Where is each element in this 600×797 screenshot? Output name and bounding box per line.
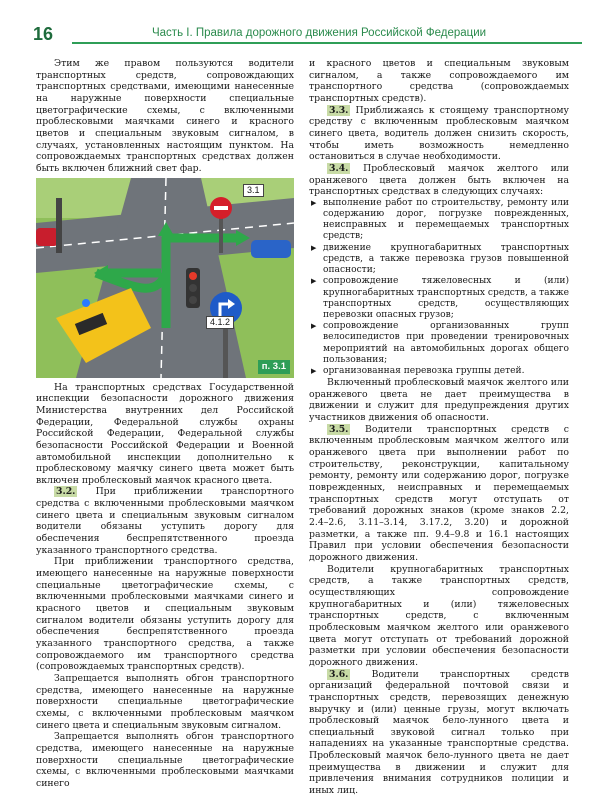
paragraph-no-priority: Включенный проблесковый маячок желтого или оранжевого цвета не дает преимущества в движении и служит для предупреждения других участников движения об опасности. [309,377,569,424]
bullet-icon: ▶ [311,322,317,331]
list-item: ▶ организованная перевозка группы детей. [311,365,525,376]
paragraph-no-overtake-2: Запрещается выполнять обгон транспортного средства, имеющего нанесенные на наружные поверхности специальные цветографические схемы, с включенными проблесковыми маячками синего [36,731,294,789]
header-rule [72,42,582,44]
section-number: 3.2. [56,486,76,498]
section-3-4: 3.4. Проблесковый маячок желтого или оранжевого цвета должен быть включен на транспортных средствах в следующих случаях: [309,162,569,198]
case-list [309,198,569,377]
section-number: 3.3. [329,104,349,116]
section-number: 3.4. [329,162,349,174]
page-header [0,0,600,50]
section-3-5: 3.5. Водители транспортных средств с включенным проблесковым маячком желтого или оранжевого цвета при выполнении работ по строительству, реконструкции, капитальному ремонту, ремонту или содержанию дорог, погрузке поврежденных, неисправных и перемещаемых транспортных средств могут отступать от требований дорожных знаков (кроме знаков 2.2, 2.4–2.6, 3.11–3.14, 3.17.2, 3.20) и дорожной разметки, а также пп. 9.4–9.8 и 16.1 настоящих Правил при условии обеспечения безопасности дорожного движения. [309,423,569,563]
paragraph-escort-rights: Этим же правом пользуются водители транспортных средств, сопровождающих транспортных средствами, имеющими нанесенные на наружные поверхности специальные цветографические схемы, с включенными проблесковыми маячками синего и красного цветов и специальным звуковым сигналом, в случаях, установленных настоящим пунктом. На сопровождаемых транспортных средствах должен быть включен ближний свет фар. [36,58,294,174]
paragraph-continuation: и красного цветов и специальным звуковым сигналом, а также сопровождаемого им транспортного средства (сопровождаемых транспортных средств). [309,58,569,104]
list-item: ▶ сопровождение организованных групп велосипедистов при проведении тренировочных мероприятий на автомобильных дорогах общего пользования; [311,321,569,365]
bullet-icon: ▶ [311,198,317,207]
bullet-icon: ▶ [311,366,317,375]
paragraph-oversize: Водители крупногабаритных транспортных средств, а также транспортных средств, осуществляющих сопровождение крупногабаритных и (или) тяжеловесных транспортных средств, с включенным проблесковым маячком желтого или оранжевого цвета могут отступать от требований дорожной разметки при условии обеспечения безопасности дорожного движения. [309,563,569,668]
paragraph-no-overtake-1: Запрещается выполнять обгон транспортного средства, имеющего нанесенные на наружные поверхности специальные цветографические схемы, с включенными проблесковым маячком синего цвета и специальным звуковым сигналом. [36,672,294,731]
sign-label-4-1-2: 4.1.2 [206,316,234,330]
list-item: ▶ выполнение работ по строительству, ремонту или содержанию дорог, погрузке поврежденных, неисправных и перемещаемых транспортных средств; [311,197,569,242]
illustration-intersection [36,178,294,378]
right-column [309,58,569,797]
list-item: ▶ сопровождение тяжеловесных и (или) крупногабаритных транспортных средств, а также транспортных средств, осуществляющих перевозки опасных грузов; [311,276,570,320]
running-title: Часть I. Правила дорожного движения Российской Федерации [152,27,487,39]
section-3-6: 3.6. Водители транспортных средств организаций федеральной почтовой связи и транспортных средств, перевозящих денежную выручку и (или) ценные грузы, могут включать проблесковый маячок бело-лунного цвета и специальный звуковой сигнал только при нападениях на указанные транспортные средства. Проблесковый маячок бело-лунного цвета не дает преимущества в движении и служит для привлечения внимания сотрудников полиции и иных лиц. [309,668,569,797]
list-item: ▶ движение крупногабаритных транспортных средств, а также перевозка грузов повышенной опасности; [311,242,569,276]
section-3-2: 3.2. При приближении транспортного средства с включенными проблесковыми маячком синего цвета и специальным звуковым сигналом водители обязаны уступить дорогу для обеспечения беспрепятственного проезда указанного транспортного средства. [36,486,294,556]
page-number: 16 [33,24,54,44]
intersection-illustration [36,178,294,378]
sign-label-3-1: 3.1 [243,184,264,198]
section-number: 3.5. [329,423,349,435]
section-3-3: 3.3. Приближаясь к стоящему транспортному средству с включенным проблесковым маячком синего цвета, водитель должен снизить скорость, чтобы иметь возможность немедленно остановиться в случае необходимости. [309,104,569,163]
figure-caption: п. 3.1 [258,360,290,374]
paragraph-escort-yield: При приближении транспортного средства, имеющего нанесенные на наружные поверхности специальные цветографические схемы, с включенными проблесковыми маячками синего и красного цветов и специальным звуковым сигналом водители обязаны уступить дорогу для обеспечения беспрепятственного проезда указанного транспортного средства, а также сопровождаемого им транспортного средства (сопровождаемых транспортных средств). [36,556,294,673]
bullet-icon: ▶ [311,277,317,286]
paragraph-red-beacon: На транспортных средствах Государственной инспекции безопасности дорожного движения Министерства внутренних дел Российской Федерации, Федеральной службы охраны Российской Федерации, Федеральной службы безопасности Российской Федерации и Военной автомобильной инспекции дополнительно к проблесковому маячку синего цвета может быть включен проблесковый маячок красного цвета. [36,381,294,486]
section-number: 3.6. [329,668,349,680]
left-column [36,58,294,790]
bullet-icon: ▶ [311,243,317,252]
